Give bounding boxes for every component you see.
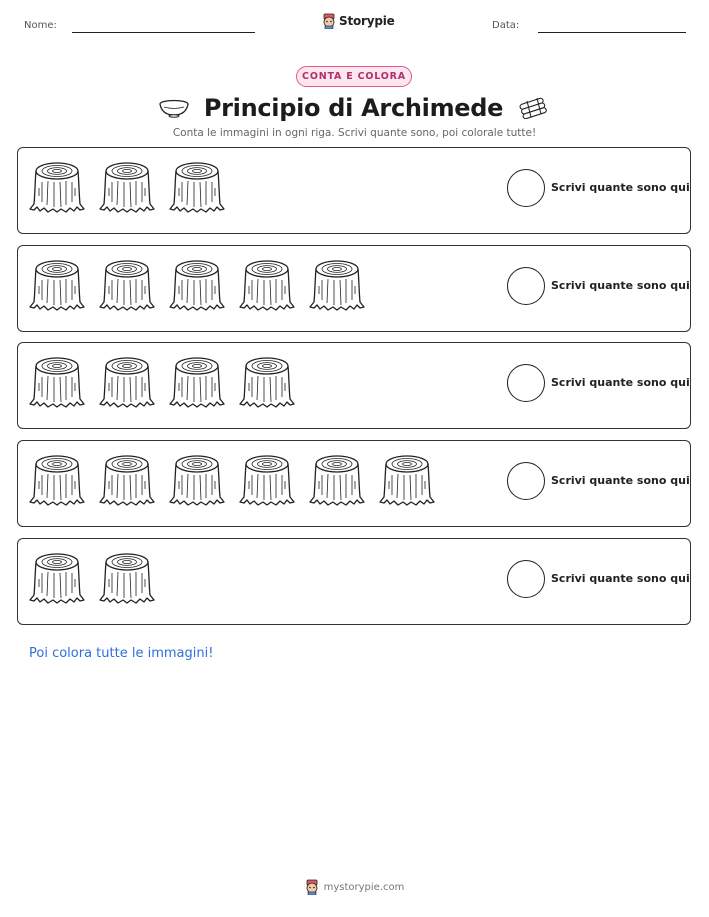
tree-stump-icon[interactable] — [28, 256, 86, 316]
stump-group — [28, 549, 156, 609]
bowl-icon — [158, 98, 190, 118]
tree-stump-icon[interactable] — [28, 549, 86, 609]
name-label: Nome: — [24, 20, 57, 31]
tree-stump-icon[interactable] — [238, 353, 296, 413]
count-row-5 — [17, 538, 691, 625]
stump-group — [28, 353, 296, 413]
tree-stump-icon[interactable] — [98, 451, 156, 511]
count-row-1 — [17, 147, 691, 234]
answer-circle[interactable] — [507, 169, 545, 207]
tree-stump-icon[interactable] — [28, 353, 86, 413]
answer-circle[interactable] — [507, 364, 545, 402]
title-row — [0, 92, 709, 124]
answer-circle[interactable] — [507, 462, 545, 500]
answer-circle[interactable] — [507, 560, 545, 598]
answer-label: Scrivi quante sono qui — [551, 181, 690, 194]
tree-stump-icon[interactable] — [308, 256, 366, 316]
footer-instruction: Poi colora tutte le immagini! — [29, 646, 214, 661]
count-row-3 — [17, 342, 691, 429]
activity-badge: CONTA E COLORA — [296, 66, 412, 87]
tree-stump-icon[interactable] — [168, 158, 226, 218]
tree-stump-icon[interactable] — [28, 451, 86, 511]
answer-label: Scrivi quante sono qui — [551, 376, 690, 389]
page-title: Principio di Archimede — [203, 94, 504, 122]
footer-brand — [0, 879, 709, 895]
tree-stump-icon[interactable] — [98, 158, 156, 218]
answer-label: Scrivi quante sono qui — [551, 279, 690, 292]
stump-group — [28, 158, 226, 218]
tree-stump-icon[interactable] — [98, 353, 156, 413]
tree-stump-icon[interactable] — [168, 451, 226, 511]
worksheet-header — [0, 0, 709, 50]
tree-stump-icon[interactable] — [238, 256, 296, 316]
date-label: Data: — [492, 20, 520, 31]
tree-stump-icon[interactable] — [168, 256, 226, 316]
tree-stump-icon[interactable] — [378, 451, 436, 511]
brand-logo — [322, 13, 395, 29]
tree-stump-icon[interactable] — [308, 451, 366, 511]
answer-label: Scrivi quante sono qui — [551, 474, 690, 487]
storypie-mascot-icon — [305, 879, 319, 895]
wood-bundle-icon — [517, 97, 551, 119]
count-row-4 — [17, 440, 691, 527]
date-field[interactable] — [538, 32, 686, 33]
answer-circle[interactable] — [507, 267, 545, 305]
tree-stump-icon[interactable] — [28, 158, 86, 218]
name-field[interactable] — [72, 32, 255, 33]
storypie-mascot-icon — [322, 13, 336, 29]
answer-label: Scrivi quante sono qui — [551, 572, 690, 585]
footer-url: mystorypie.com — [323, 881, 405, 893]
tree-stump-icon[interactable] — [168, 353, 226, 413]
brand-name: Storypie — [339, 14, 395, 28]
tree-stump-icon[interactable] — [98, 256, 156, 316]
stump-group — [28, 451, 436, 511]
tree-stump-icon[interactable] — [238, 451, 296, 511]
tree-stump-icon[interactable] — [98, 549, 156, 609]
count-row-2 — [17, 245, 691, 332]
stump-group — [28, 256, 366, 316]
instructions: Conta le immagini in ogni riga. Scrivi quante sono, poi colorale tutte! — [172, 127, 537, 139]
